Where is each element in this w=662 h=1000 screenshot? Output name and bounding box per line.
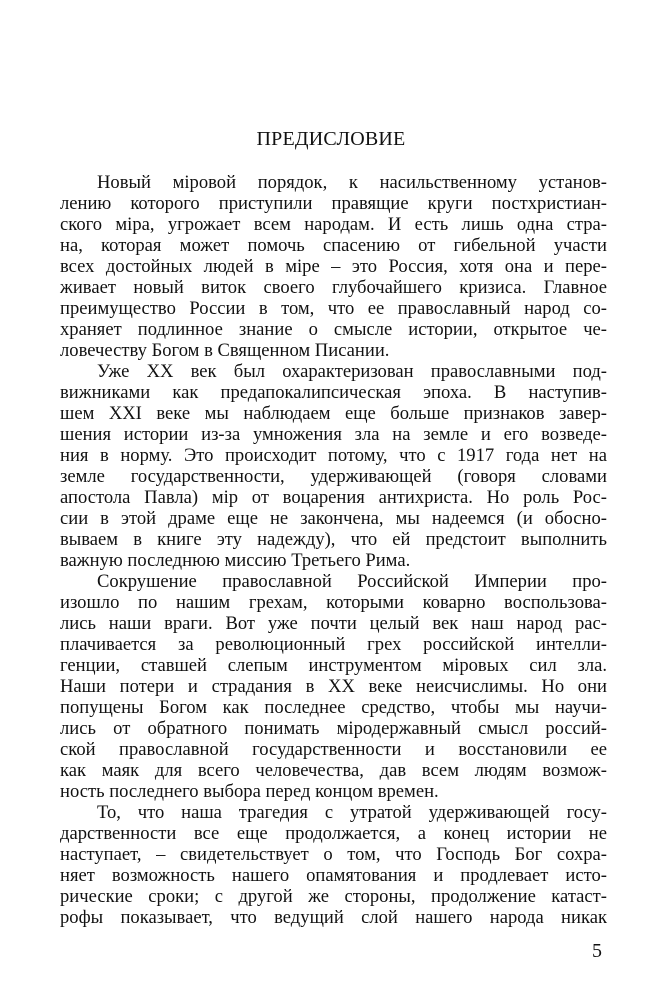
text-line-content: ловечеству Богом в Священном Писании. [60, 340, 390, 361]
text-line [60, 760, 607, 781]
text-line-content: ского міра, угрожает всем народам. И есть лишь одна стра- [60, 214, 607, 235]
text-line [60, 193, 607, 214]
text-line-content: ность последнего выбора перед концом времен. [60, 781, 439, 802]
text-line [60, 802, 607, 823]
text-line [60, 844, 607, 865]
text-line [60, 340, 607, 361]
text-line-content: дарственности все еще продолжается, а конец истории не [60, 823, 607, 844]
text-line-content: шения истории из-за умножения зла на земле и его возведе- [60, 424, 607, 445]
text-line-content: как маяк для всего человечества, дав всем людям возмож- [60, 760, 607, 781]
text-line-content: вижниками как предапокалипсическая эпоха. В наступив- [60, 382, 607, 403]
text-line [60, 277, 607, 298]
text-line [60, 445, 607, 466]
text-line-content: шем XXI веке мы наблюдаем еще больше признаков завер- [60, 403, 607, 424]
text-line [60, 886, 607, 907]
text-line-content: важную последнюю миссию Третьего Рима. [60, 550, 411, 571]
text-line [60, 172, 607, 193]
text-line [60, 781, 607, 802]
text-line-content: Новый міровой порядок, к насильственному установ- [97, 172, 607, 193]
text-line [60, 739, 607, 760]
text-line-content: сии в этой драме еще не закончена, мы надеемся (и обосно- [60, 508, 607, 529]
text-line [60, 424, 607, 445]
text-line-content: наступает, – свидетельствует о том, что Господь Бог сохра- [60, 844, 607, 865]
text-line [60, 466, 607, 487]
text-line-content: ния в норму. Это происходит потому, что с 1917 года нет на [60, 445, 607, 466]
text-line [60, 256, 607, 277]
text-line-content: Уже XX век был охарактеризован православными под- [97, 361, 607, 382]
text-line-content: апостола Павла) мір от воцарения антихриста. Но роль Рос- [60, 487, 607, 508]
text-line-content: няет возможность нашего опамятования и продлевает исто- [60, 865, 607, 886]
text-line-content: лению которого приступили правящие круги постхристиан- [60, 193, 607, 214]
text-line-content: вываем в книге эту надежду), что ей предстоит выполнить [60, 529, 607, 550]
text-line [60, 298, 607, 319]
text-line-content: генции, ставшей слепым инструментом міровых сил зла. [60, 655, 607, 676]
text-line [60, 655, 607, 676]
text-line [60, 403, 607, 424]
text-line-content: рические сроки; с другой же стороны, продолжение катаст- [60, 886, 607, 907]
text-line [60, 550, 607, 571]
text-line [60, 865, 607, 886]
text-line-content: лись наши враги. Вот уже почти целый век наш народ рас- [60, 613, 607, 634]
text-line [60, 697, 607, 718]
page-title: ПРЕДИСЛОВИЕ [256, 128, 406, 150]
text-line [60, 907, 607, 928]
text-line-content: всех достойных людей в міре – это Россия, хотя она и пере- [60, 256, 607, 277]
page-number: 5 [592, 940, 602, 962]
text-line-content: То, что наша трагедия с утратой удерживающей госу- [97, 802, 607, 823]
text-line-content: на, которая может помочь спасению от гибельной участи [60, 235, 607, 256]
text-line [60, 613, 607, 634]
text-line-content: ской православной государственности и восстановили ее [60, 739, 607, 760]
body-text [60, 172, 607, 928]
text-line [60, 676, 607, 697]
text-line-content: лись от обратного понимать міродержавный смысл россий- [60, 718, 607, 739]
text-line-content: плачивается за революционный грех российской интелли- [60, 634, 607, 655]
text-line [60, 592, 607, 613]
text-line [60, 319, 607, 340]
text-line [60, 361, 607, 382]
text-line [60, 529, 607, 550]
text-line [60, 508, 607, 529]
text-line [60, 823, 607, 844]
text-line-content: храняет подлинное знание о смысле истории, открытое че- [60, 319, 607, 340]
text-line-content: преимущество России в том, что ее православный народ со- [60, 298, 607, 319]
text-line-content: земле государственности, удерживающей (говоря словами [60, 466, 607, 487]
text-line [60, 718, 607, 739]
text-line [60, 634, 607, 655]
text-line [60, 571, 607, 592]
text-line [60, 235, 607, 256]
text-line [60, 382, 607, 403]
text-line [60, 214, 607, 235]
text-line-content: Сокрушение православной Российской Империи про- [97, 571, 607, 592]
text-line [60, 487, 607, 508]
text-line-content: Наши потери и страдания в XX веке неисчислимы. Но они [60, 676, 607, 697]
text-line-content: рофы показывает, что ведущий слой нашего народа никак [60, 907, 607, 928]
text-line-content: попущены Богом как последнее средство, чтобы мы научи- [60, 697, 607, 718]
text-line-content: изошло по нашим грехам, которыми коварно воспользова- [60, 592, 607, 613]
text-line-content: живает новый виток своего глубочайшего кризиса. Главное [60, 277, 607, 298]
